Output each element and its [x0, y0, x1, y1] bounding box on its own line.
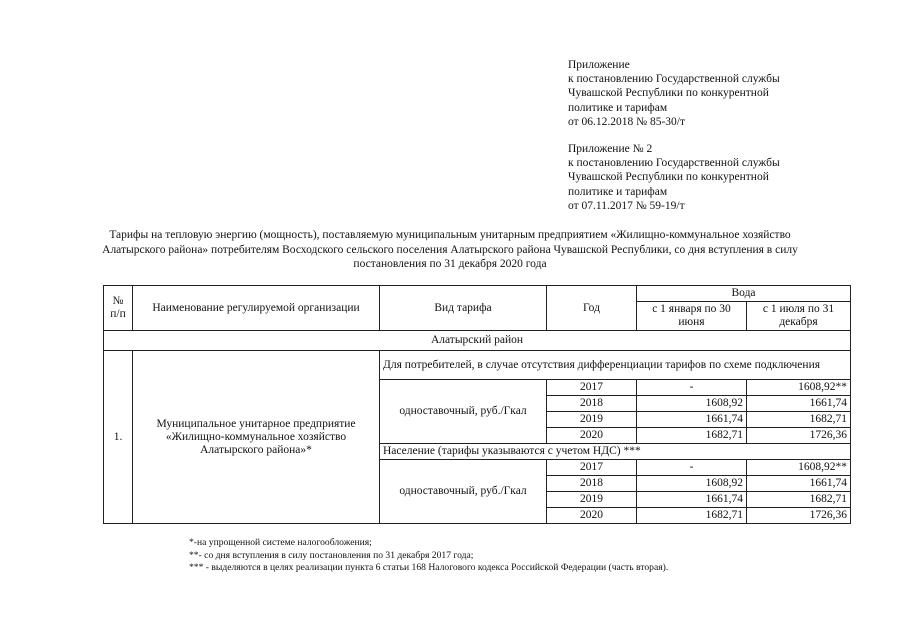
value-half1: 1661,74	[637, 492, 747, 508]
group-label: Население (тарифы указываются с учетом НДС) ***	[380, 444, 851, 460]
appendix-2-line: Приложение № 2	[568, 143, 653, 155]
header-water: Вода	[637, 286, 851, 302]
header-organization: Наименование регулируемой организации	[133, 286, 380, 331]
footnote: **- со дня вступления в силу постановления по 31 декабря 2017 года;	[189, 549, 474, 561]
value-half2: 1726,36	[747, 508, 851, 524]
value-half2: 1682,71	[747, 412, 851, 428]
tariff-table	[103, 285, 851, 524]
header-year: Год	[547, 286, 637, 331]
year-cell: 2019	[547, 412, 637, 428]
appendix-1-line: Приложение	[568, 59, 630, 71]
value-half1: 1661,74	[637, 412, 747, 428]
value-half1: -	[637, 380, 747, 396]
value-half2: 1661,74	[747, 476, 851, 492]
appendix-2-line: к постановлению Государственной службы	[568, 157, 780, 170]
appendix-1-line: к постановлению Государственной службы	[568, 73, 780, 86]
appendix-2-block	[568, 142, 780, 213]
value-half1: 1608,92	[637, 396, 747, 412]
region-name: Алатырский район	[104, 331, 851, 351]
header-tariff-type: Вид тарифа	[380, 286, 547, 331]
footnote: *-на упрощенной системе налогообложения;	[189, 537, 372, 548]
value-half2: 1726,36	[747, 428, 851, 444]
footnotes	[189, 537, 668, 575]
appendix-1-line: от 06.12.2018 № 85-30/т	[568, 115, 686, 128]
row-number: 1.	[104, 351, 133, 524]
value-half2: 1682,71	[747, 492, 851, 508]
footnote: *** - выделяются в целях реализации пункта 6 статьи 168 Налогового кодекса Российской Федерации (часть вторая).	[189, 562, 669, 574]
tariff-type-cell: одноставочный, руб./Гкал	[380, 380, 547, 444]
document-title: Тарифы на тепловую энергию (мощность), поставляемую муниципальным унитарным предприятием «Жилищно-коммунальное хозяйство Алатырского района» потребителям Восходского сельского поселения Алатырского района Чувашской Республики, со дня вступления в силу постановления по 31 декабря 2020 года	[102, 229, 798, 271]
year-cell: 2019	[547, 492, 637, 508]
appendix-1-line: политике и тарифам	[568, 101, 668, 114]
value-half1: 1682,71	[637, 508, 747, 524]
value-half1: 1608,92	[637, 476, 747, 492]
value-half2: 1608,92**	[747, 460, 851, 476]
year-cell: 2018	[547, 476, 637, 492]
year-cell: 2020	[547, 508, 637, 524]
header-num: № п/п	[104, 286, 133, 331]
year-cell: 2018	[547, 396, 637, 412]
appendix-1-line: Чувашской Республики по конкурентной	[568, 87, 769, 100]
group-label-row	[104, 351, 851, 380]
appendix-2-line: Чувашской Республики по конкурентной	[568, 171, 769, 184]
header-row	[104, 286, 851, 302]
tariff-type-cell: одноставочный, руб./Гкал	[380, 460, 547, 524]
year-cell: 2020	[547, 428, 637, 444]
value-half1: 1682,71	[637, 428, 747, 444]
header-period-2: с 1 июля по 31 декабря	[747, 302, 851, 331]
value-half2: 1661,74	[747, 396, 851, 412]
organization-name: Муниципальное унитарное предприятие «Жилищно-коммунальное хозяйство Алатырского района»*	[133, 351, 380, 524]
region-row	[104, 331, 851, 351]
year-cell: 2017	[547, 380, 637, 396]
appendix-2-line: политике и тарифам	[568, 185, 668, 198]
year-cell: 2017	[547, 460, 637, 476]
appendix-1-block	[568, 58, 780, 129]
value-half2: 1608,92**	[747, 380, 851, 396]
header-period-1: с 1 января по 30 июня	[637, 302, 747, 331]
group-label: Для потребителей, в случае отсутствия дифференциации тарифов по схеме подключения	[380, 351, 851, 380]
value-half1: -	[637, 460, 747, 476]
appendix-2-line: от 07.11.2017 № 59-19/т	[568, 199, 685, 212]
